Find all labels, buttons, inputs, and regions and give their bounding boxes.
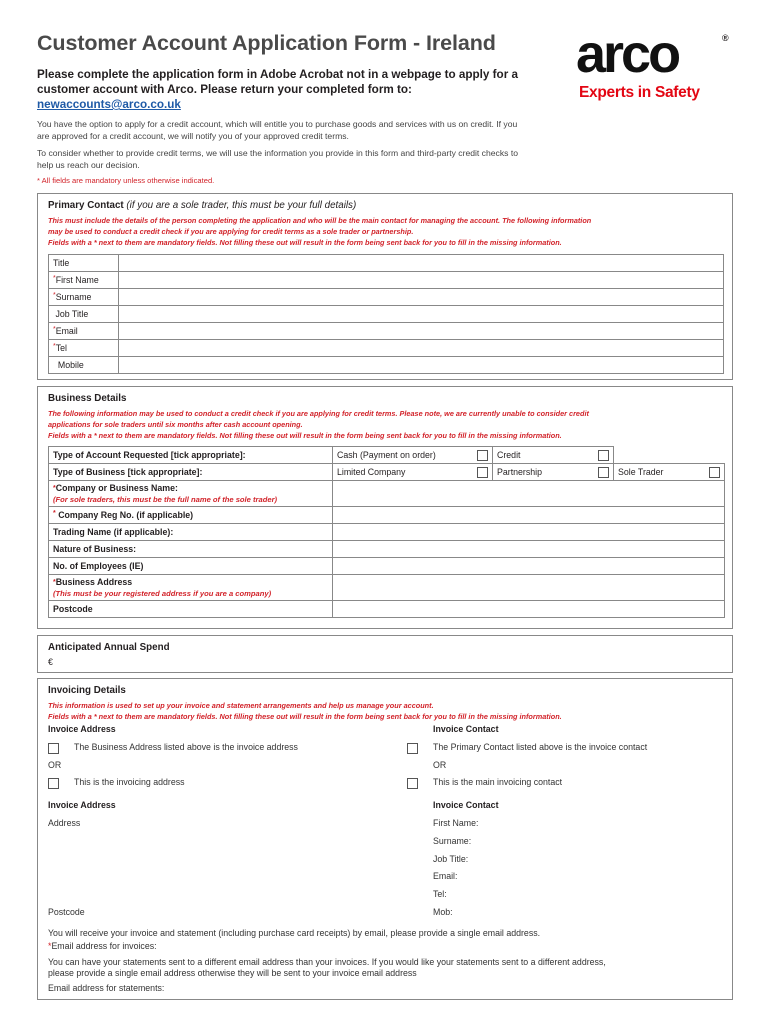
table-row (49, 558, 725, 575)
trading-name-input[interactable] (333, 524, 725, 541)
business-address-note: (This must be your registered address if you are a company) (53, 588, 272, 598)
field-label: * Company Reg No. (if applicable) (49, 507, 333, 524)
table-row (49, 464, 725, 481)
contact-mob-field[interactable]: Mob: (433, 907, 453, 917)
table-row (49, 357, 724, 374)
address-field[interactable]: Address (48, 818, 81, 828)
invoice-contact-heading: Invoice Contact (433, 800, 499, 810)
primary-contact-note-2: may be used to conduct a credit check if you are applying for credit terms as a sole trader or partnership. (48, 227, 414, 236)
email-input[interactable] (119, 323, 724, 340)
sole-trader-checkbox[interactable] (709, 467, 720, 478)
logo-registered-mark: ® (722, 33, 729, 43)
mobile-input[interactable] (119, 357, 724, 374)
intro-email-link[interactable]: newaccounts@arco.co.uk (37, 98, 181, 111)
primary-contact-section (37, 193, 733, 380)
field-label: Type of Account Requested [tick appropriate]: (49, 447, 333, 464)
account-cash-option[interactable]: Cash (Payment on order) (333, 447, 493, 464)
statements-note-1: You can have your statements sent to a different email address than your invoices. If you would like your statements sent to a different address, (48, 957, 606, 967)
primary-contact-note-3: Fields with a * next to them are mandatory fields. Not filling these out will result in the form being sent back for you to fill in the missing information. (48, 238, 562, 247)
invoice-address-heading: Invoice Address (48, 800, 116, 810)
tel-input[interactable] (119, 340, 724, 357)
table-row (49, 255, 724, 272)
field-label: Trading Name (if applicable): (49, 524, 333, 541)
table-row (49, 323, 724, 340)
contact-email-field[interactable]: Email: (433, 871, 458, 881)
credit-checkbox[interactable] (598, 450, 609, 461)
currency-symbol: € (48, 657, 53, 667)
first-name-input[interactable] (119, 272, 724, 289)
intro-instructions (37, 67, 537, 112)
field-label: Nature of Business: (49, 541, 333, 558)
field-label: No. of Employees (IE) (49, 558, 333, 575)
table-row (49, 447, 725, 464)
business-details-section (37, 386, 733, 629)
logo-wordmark: arco (576, 24, 679, 84)
field-label: *First Name (49, 272, 119, 289)
partnership-checkbox[interactable] (598, 467, 609, 478)
field-label: Postcode (49, 601, 333, 618)
main-contact-checkbox[interactable] (407, 778, 418, 789)
invoicing-note-1: This information is used to set up your invoice and statement arrangements and help us manage your account. (48, 701, 434, 710)
field-label: Title (49, 255, 119, 272)
nature-of-business-input[interactable] (333, 541, 725, 558)
field-label: *Company or Business Name: (For sole traders, this must be the full name of the sole trader) (49, 481, 333, 507)
title-input[interactable] (119, 255, 724, 272)
table-row (49, 575, 725, 601)
field-label: *Business Address (This must be your registered address if you are a company) (49, 575, 333, 601)
table-row (49, 272, 724, 289)
primary-contact-checkbox[interactable] (407, 743, 418, 754)
invoice-address-column-heading: Invoice Address (48, 724, 116, 734)
table-row (49, 306, 724, 323)
business-address-input[interactable] (333, 575, 725, 601)
company-name-note: (For sole traders, this must be the full name of the sole trader) (53, 494, 278, 504)
field-label: Mobile (49, 357, 119, 374)
annual-spend-section[interactable] (37, 635, 733, 673)
business-address-option-label: The Business Address listed above is the invoice address (74, 742, 298, 752)
primary-contact-title: Primary Contact (48, 200, 124, 211)
email-statements-field[interactable]: Email address for statements: (48, 983, 165, 993)
postcode-input[interactable] (333, 601, 725, 618)
credit-check-paragraph: To consider whether to provide credit terms, we will use the information you provide in this form and third-party credit checks to help us reach our decision. (37, 148, 518, 170)
business-note-2: applications for sole traders until six months after cash account opening. (48, 420, 303, 429)
invoicing-address-option-label: This is the invoicing address (74, 777, 185, 787)
contact-job-title-field[interactable]: Job Title: (433, 854, 469, 864)
surname-input[interactable] (119, 289, 724, 306)
business-details-heading: Business Details (48, 393, 127, 404)
company-reg-input[interactable] (333, 507, 725, 524)
account-credit-option[interactable]: Credit (493, 447, 614, 464)
contact-surname-field[interactable]: Surname: (433, 836, 472, 846)
intro-text: Please complete the application form in Adobe Acrobat not in a webpage to apply for a customer account with Arco. Please return your completed form to: (37, 68, 518, 96)
statements-note-2: please provide a single email address otherwise they will be sent to your invoice email address (48, 968, 417, 978)
primary-contact-title-note: (if you are a sole trader, this must be your full details) (126, 200, 357, 211)
table-row (49, 340, 724, 357)
limited-company-checkbox[interactable] (477, 467, 488, 478)
business-address-checkbox[interactable] (48, 743, 59, 754)
primary-contact-note-1: This must include the details of the person completing the application and who will be the main contact for managing the account. The following information (48, 216, 592, 225)
or-label-right: OR (433, 760, 447, 770)
business-details-table (48, 446, 725, 618)
business-sole-trader-option[interactable]: Sole Trader (614, 464, 725, 481)
primary-contact-table (48, 254, 724, 374)
business-note-1: The following information may be used to conduct a credit check if you are applying for credit terms. Please note, we are currently unable to consider credit (48, 409, 589, 418)
email-invoices-field[interactable]: *Email address for invoices: (48, 941, 157, 951)
field-label: Job Title (49, 306, 119, 323)
invoicing-details-section (37, 678, 733, 1000)
field-label: *Email (49, 323, 119, 340)
table-row (49, 541, 725, 558)
cash-checkbox[interactable] (477, 450, 488, 461)
invoice-contact-column-heading: Invoice Contact (433, 724, 499, 734)
invoicing-heading: Invoicing Details (48, 685, 126, 696)
invoicing-note-2: Fields with a * next to them are mandatory fields. Not filling these out will result in the form being sent back for you to fill in the missing information. (48, 712, 562, 721)
table-row (49, 289, 724, 306)
business-partnership-option[interactable]: Partnership (493, 464, 614, 481)
table-row (49, 524, 725, 541)
main-contact-option-label: This is the main invoicing contact (433, 777, 563, 787)
credit-option-paragraph: You have the option to apply for a credit account, which will entitle you to purchase goods and services with us on credit. If you are approved for a credit account, we will notify you of your approved credit terms. (37, 119, 518, 141)
mandatory-note: * All fields are mandatory unless otherwise indicated. (37, 176, 215, 185)
email-invoice-note: You will receive your invoice and statement (including purchase card receipts) by email, please provide a single email address. (48, 928, 541, 938)
page-title: Customer Account Application Form - Ireland (37, 31, 496, 55)
contact-tel-field[interactable]: Tel: (433, 889, 447, 899)
table-row (49, 507, 725, 524)
table-row (49, 601, 725, 618)
business-note-3: Fields with a * next to them are mandatory fields. Not filling these out will result in the form being sent back for you to fill in the missing information. (48, 431, 562, 440)
or-label-left: OR (48, 760, 62, 770)
job-title-input[interactable] (119, 306, 724, 323)
annual-spend-heading: Anticipated Annual Spend (48, 642, 170, 653)
table-row (49, 481, 725, 507)
field-label: *Surname (49, 289, 119, 306)
primary-contact-heading (48, 200, 356, 211)
field-label: Type of Business [tick appropriate]: (49, 464, 333, 481)
business-limited-option[interactable]: Limited Company (333, 464, 493, 481)
field-label: *Tel (49, 340, 119, 357)
company-name-input[interactable] (333, 481, 725, 507)
arco-logo (576, 24, 736, 107)
invoicing-address-checkbox[interactable] (48, 778, 59, 789)
postcode-field[interactable]: Postcode (48, 907, 85, 917)
primary-contact-option-label: The Primary Contact listed above is the invoice contact (433, 742, 648, 752)
employees-input[interactable] (333, 558, 725, 575)
logo-tagline: Experts in Safety (579, 84, 700, 101)
contact-first-name-field[interactable]: First Name: (433, 818, 479, 828)
